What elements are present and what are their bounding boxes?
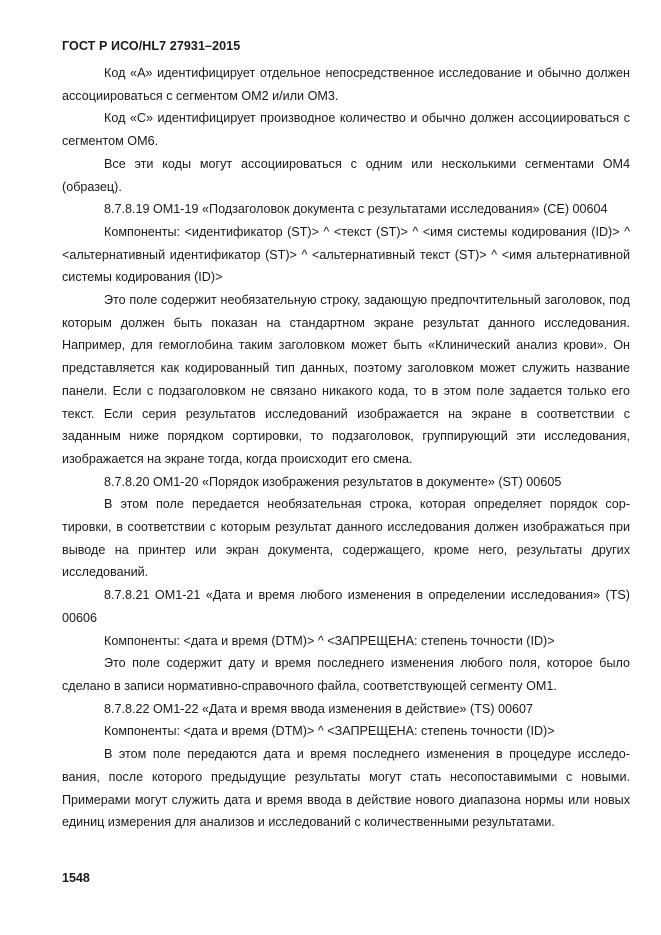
section-heading-om1-22: 8.7.8.22 OM1-22 «Дата и время ввода изменения в действие» (TS) 00607 [104,701,534,716]
paragraph-om4-codes: Все эти коды могут ассоциироваться с одним или несколькими сегментами OM4 (образец). [62,156,630,194]
document-body [62,62,630,834]
section-heading-om1-20: 8.7.8.20 OM1-20 «Порядок изображения результатов в документе» (ST) 00605 [104,474,562,489]
document-header: ГОСТ Р ИСО/HL7 27931–2015 [62,39,241,53]
page-number: 1548 [62,871,90,885]
paragraph-om1-21-components: Компоненты: <дата и время (DTM)> ^ <ЗАПРЕЩЕНА: степень точности (ID)> [104,633,555,648]
section-heading-om1-21: 8.7.8.21 OM1-21 «Дата и время любого изменения в определении исследования» (TS) 00606 [62,588,630,625]
paragraph-om1-21-description: Это поле содержит дату и время последнего изменения любого поля, которое было сделано в записи нормативно-справочного файла, соответствующей сегменту OM1. [62,656,630,693]
paragraph-om1-20-description: В этом поле передается необязательная строка, которая определяет порядок сортировки, в соответствии с которым результат данного исследования должен изображаться при выводе на принтер или экран документа, содержащего, кроме него, результаты других исследований. [62,497,630,580]
paragraph-om1-19-description: Это поле содержит необязательную строку, задающую предпочтительный заголовок, под которым должен быть показан на стандартном экране результат данного исследования. Например, для гемоглобина таким заголовком может быть «Клинический анализ крови». Он представляется как кодированный тип данных, поэтому заголовком может служить название панели. Если с подзаголовком не связано никакого кода, то в этом поле задается только его текст. Если серия результатов исследований изображается на экране в соответствии с заданным ниже порядком сортировки, то подзаголовок, группирующий эти исследования, изображается на экране тогда, когда происходит его смена. [62,293,630,466]
paragraph-om1-19-components: Компоненты: <идентификатор (ST)> ^ <текст (ST)> ^ <имя системы кодирования (ID)> ^ <альтернативный идентификатор (ST)> ^ <альтернативный текст (ST)> ^ <имя альтернативной системы кодирования (ID)> [62,224,630,285]
paragraph-code-a: Код «A» идентифицирует отдельное непосредственное исследование и обычно должен ассоциироваться с сегментом OM2 и/или OM3. [62,66,630,103]
section-heading-om1-19: 8.7.8.19 OM1-19 «Подзаголовок документа с результатами исследования» (CE) 00604 [104,202,608,217]
paragraph-om1-22-description: В этом поле передаются дата и время последнего изменения в процедуре исследования, после которого предыдущие результаты могут стать несопоставимыми с новыми. Примерами могут служить дата и время ввода в действие нового диапазона нормы или новых единиц измерения для анализов и исследований с количественными результатами. [62,747,630,830]
paragraph-code-c: Код «C» идентифицирует производное количество и обычно должен ассоциироваться с сегментом OM6. [62,111,630,149]
paragraph-om1-22-components: Компоненты: <дата и время (DTM)> ^ <ЗАПРЕЩЕНА: степень точности (ID)> [104,724,555,739]
